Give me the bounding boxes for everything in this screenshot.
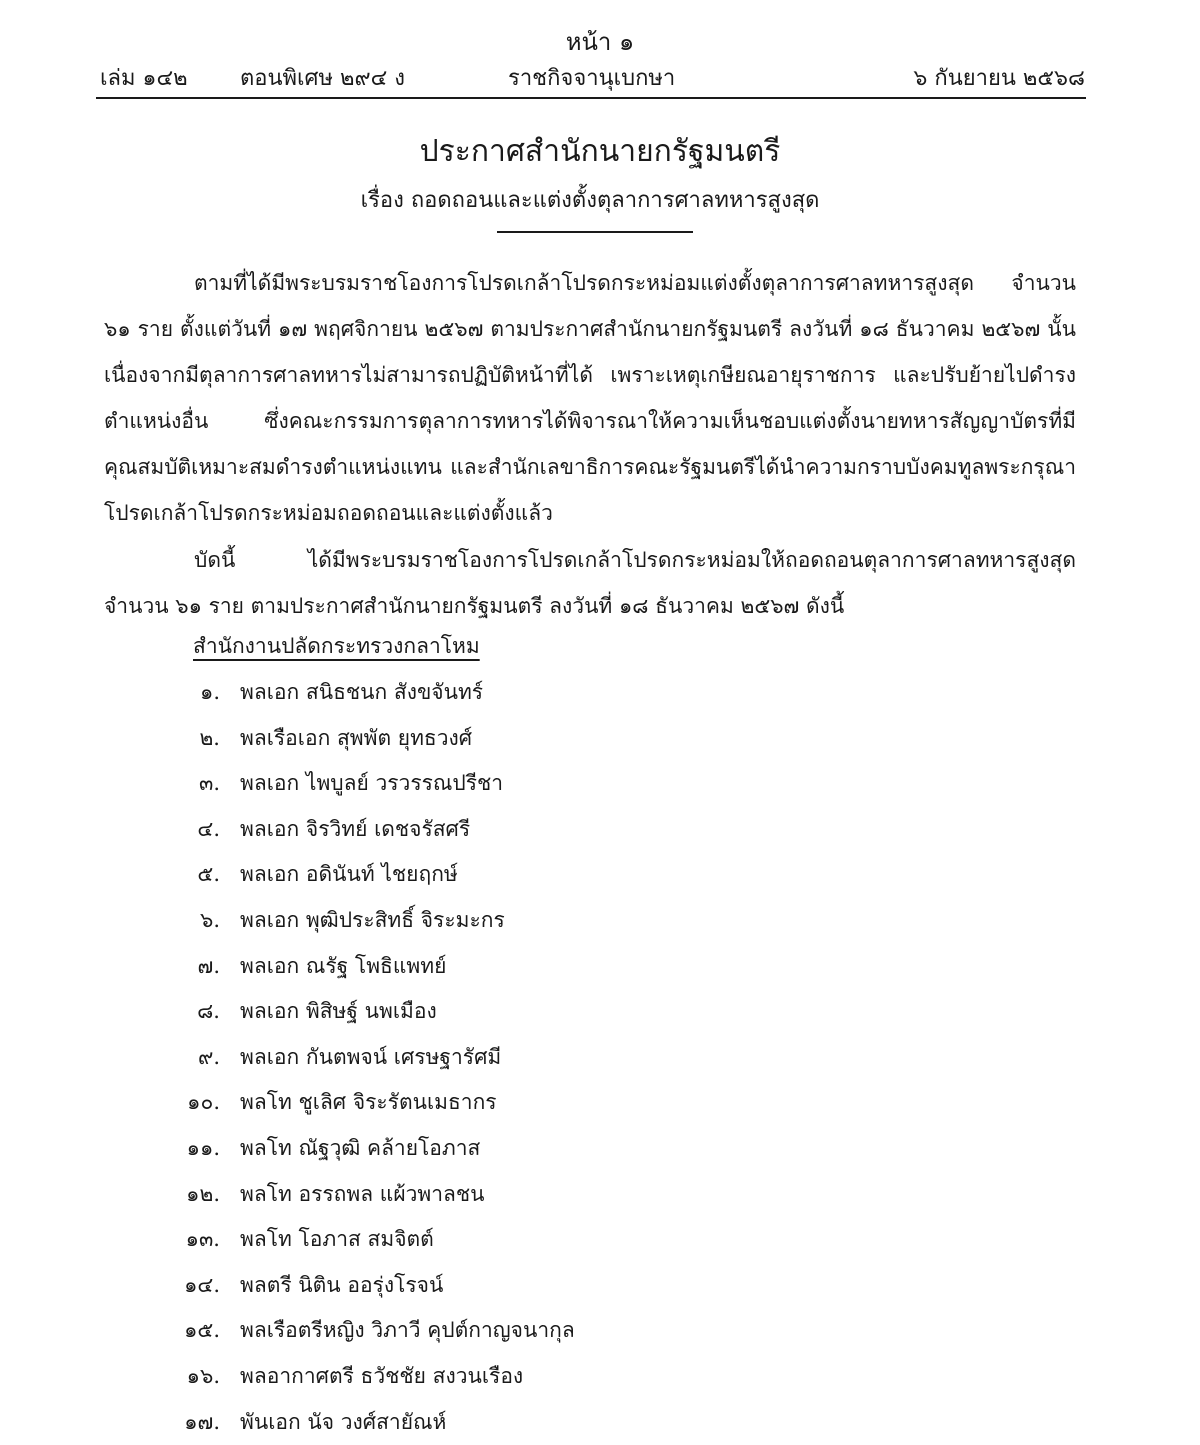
item-number: ๘. (197, 999, 220, 1024)
item-number: ๕. (197, 862, 220, 887)
list-item (0, 1126, 1200, 1172)
item-name: พลเอก ไพบูลย์ วรวรรณปรีชา (240, 771, 504, 796)
item-number: ๒. (199, 725, 220, 750)
item-number: ๑๒. (186, 1181, 220, 1206)
item-name: พลเอก จิรวิทย์ เดชจรัสศรี (240, 816, 471, 841)
section-heading: สำนักงานปลัดกระทรวงกลาโหม (193, 634, 480, 658)
list-item (0, 670, 1200, 716)
item-number: ๑๑. (186, 1135, 220, 1160)
gazette-name: ราชกิจจานุเบกษา (508, 66, 676, 91)
item-name: พลอากาศตรี ธวัชชัย สงวนเรือง (240, 1363, 524, 1388)
item-number: ๓. (198, 771, 220, 796)
item-name: พลโท อรรถพล แผ้วพาลชน (240, 1181, 485, 1206)
item-name: พลเอก พุฒิประสิทธิ์ จิระมะกร (240, 907, 505, 932)
page-number: หน้า ๑ (565, 28, 635, 56)
item-number: ๑. (199, 680, 220, 704)
item-number: ๑๗. (184, 1409, 220, 1434)
list-item (0, 1035, 1200, 1081)
list-item (0, 1080, 1200, 1126)
item-number: ๑๕. (184, 1318, 220, 1343)
names-list (0, 670, 1200, 1445)
issue-number: ตอนพิเศษ ๒๙๔ ง (240, 66, 406, 91)
gazette-header (100, 60, 1085, 92)
volume-number: เล่ม ๑๔๒ (100, 66, 188, 91)
item-name: พันเอก นัจ วงศ์สายัณห์ (240, 1409, 447, 1434)
item-name: พลโท ณัฐวุฒิ คล้ายโอภาส (240, 1135, 481, 1160)
body-paragraph-1 (104, 260, 1076, 536)
list-item (0, 716, 1200, 762)
publication-date: ๖ กันยายน ๒๕๖๘ (913, 66, 1085, 91)
paragraph-2-text: บัดนี้ ได้มีพระบรมราชโองการโปรดเกล้าโปรดกระหม่อมให้ถอดถอนตุลาการศาลทหารสูงสุด จำนวน ๖๑ ราย ตามประกาศสำนักนายกรัฐมนตรี ลงวันที่ ๑๘ ธันวาคม ๒๕๖๗ ดังนี้ (104, 548, 1076, 618)
item-name: พลโท โอภาส สมจิตต์ (240, 1227, 434, 1252)
list-item (0, 761, 1200, 807)
item-name: พลเอก กันตพจน์ เศรษฐารัศมี (240, 1044, 502, 1069)
item-name: พลเอก พิสิษฐ์ นพเมือง (240, 999, 437, 1024)
item-name: พลตรี นิติน ออรุ่งโรจน์ (240, 1272, 444, 1297)
announcement-title: ประกาศสำนักนายกรัฐมนตรี (419, 134, 781, 169)
item-name: พลเรือตรีหญิง วิภาวี คุปต์กาญจนากุล (240, 1318, 575, 1343)
item-name: พลโท ชูเลิศ จิระรัตนเมธากร (240, 1090, 497, 1115)
item-number: ๑๓. (185, 1227, 220, 1252)
title-divider (497, 231, 693, 233)
list-item (0, 852, 1200, 898)
item-name: พลเอก อดินันท์ ไชยฤกษ์ (240, 862, 458, 887)
item-name: พลเรือเอก สุพพัต ยุทธวงศ์ (240, 725, 473, 750)
item-number: ๑๔. (184, 1272, 220, 1297)
item-number: ๑๐. (187, 1090, 220, 1115)
item-number: ๑๖. (186, 1363, 220, 1388)
list-item (0, 944, 1200, 990)
list-item (0, 1400, 1200, 1445)
list-item (0, 1308, 1200, 1354)
paragraph-1-text: ตามที่ได้มีพระบรมราชโองการโปรดเกล้าโปรดกระหม่อมแต่งตั้งตุลาการศาลทหารสูงสุด จำนวน ๖๑ ราย ตั้งแต่วันที่ ๑๗ พฤศจิกายน ๒๕๖๗ ตามประกาศสำนักนายกรัฐมนตรี ลงวันที่ ๑๘ ธันวาคม ๒๕๖๗ นั้น เนื่องจากมีตุลาการศาลทหารไม่สามารถปฏิบัติหน้าที่ได้ เพราะเหตุเกษียณอายุราชการ และปรับย้ายไปดำรงตำแหน่งอื่น ซึ่งคณะกรรมการตุลาการทหารได้พิจารณาให้ความเห็นชอบแต่งตั้งนายทหารสัญญาบัตรที่มีคุณสมบัติเหมาะสมดำรงตำแหน่งแทน และสำนักเลขาธิการคณะรัฐมนตรีได้นำความกราบบังคมทูลพระกรุณาโปรดเกล้าโปรดกระหม่อมถอดถอนและแต่งตั้งแล้ว (104, 271, 1076, 525)
list-item (0, 898, 1200, 944)
item-name: พลเอก สนิธชนก สังขจันทร์ (240, 680, 484, 704)
list-item (0, 807, 1200, 853)
body-paragraph-2 (104, 537, 1076, 629)
list-item (0, 1263, 1200, 1309)
item-number: ๗. (197, 953, 220, 978)
announcement-subject: เรื่อง ถอดถอนและแต่งตั้งตุลาการศาลทหารสูงสุด (360, 188, 820, 213)
item-name: พลเอก ณรัฐ โพธิแพทย์ (240, 953, 447, 978)
item-number: ๖. (199, 907, 220, 932)
list-item (0, 1172, 1200, 1218)
list-item (0, 989, 1200, 1035)
header-divider (96, 97, 1086, 99)
list-item (0, 1354, 1200, 1400)
item-number: ๔. (197, 816, 220, 841)
item-number: ๙. (197, 1044, 220, 1069)
list-item (0, 1217, 1200, 1263)
